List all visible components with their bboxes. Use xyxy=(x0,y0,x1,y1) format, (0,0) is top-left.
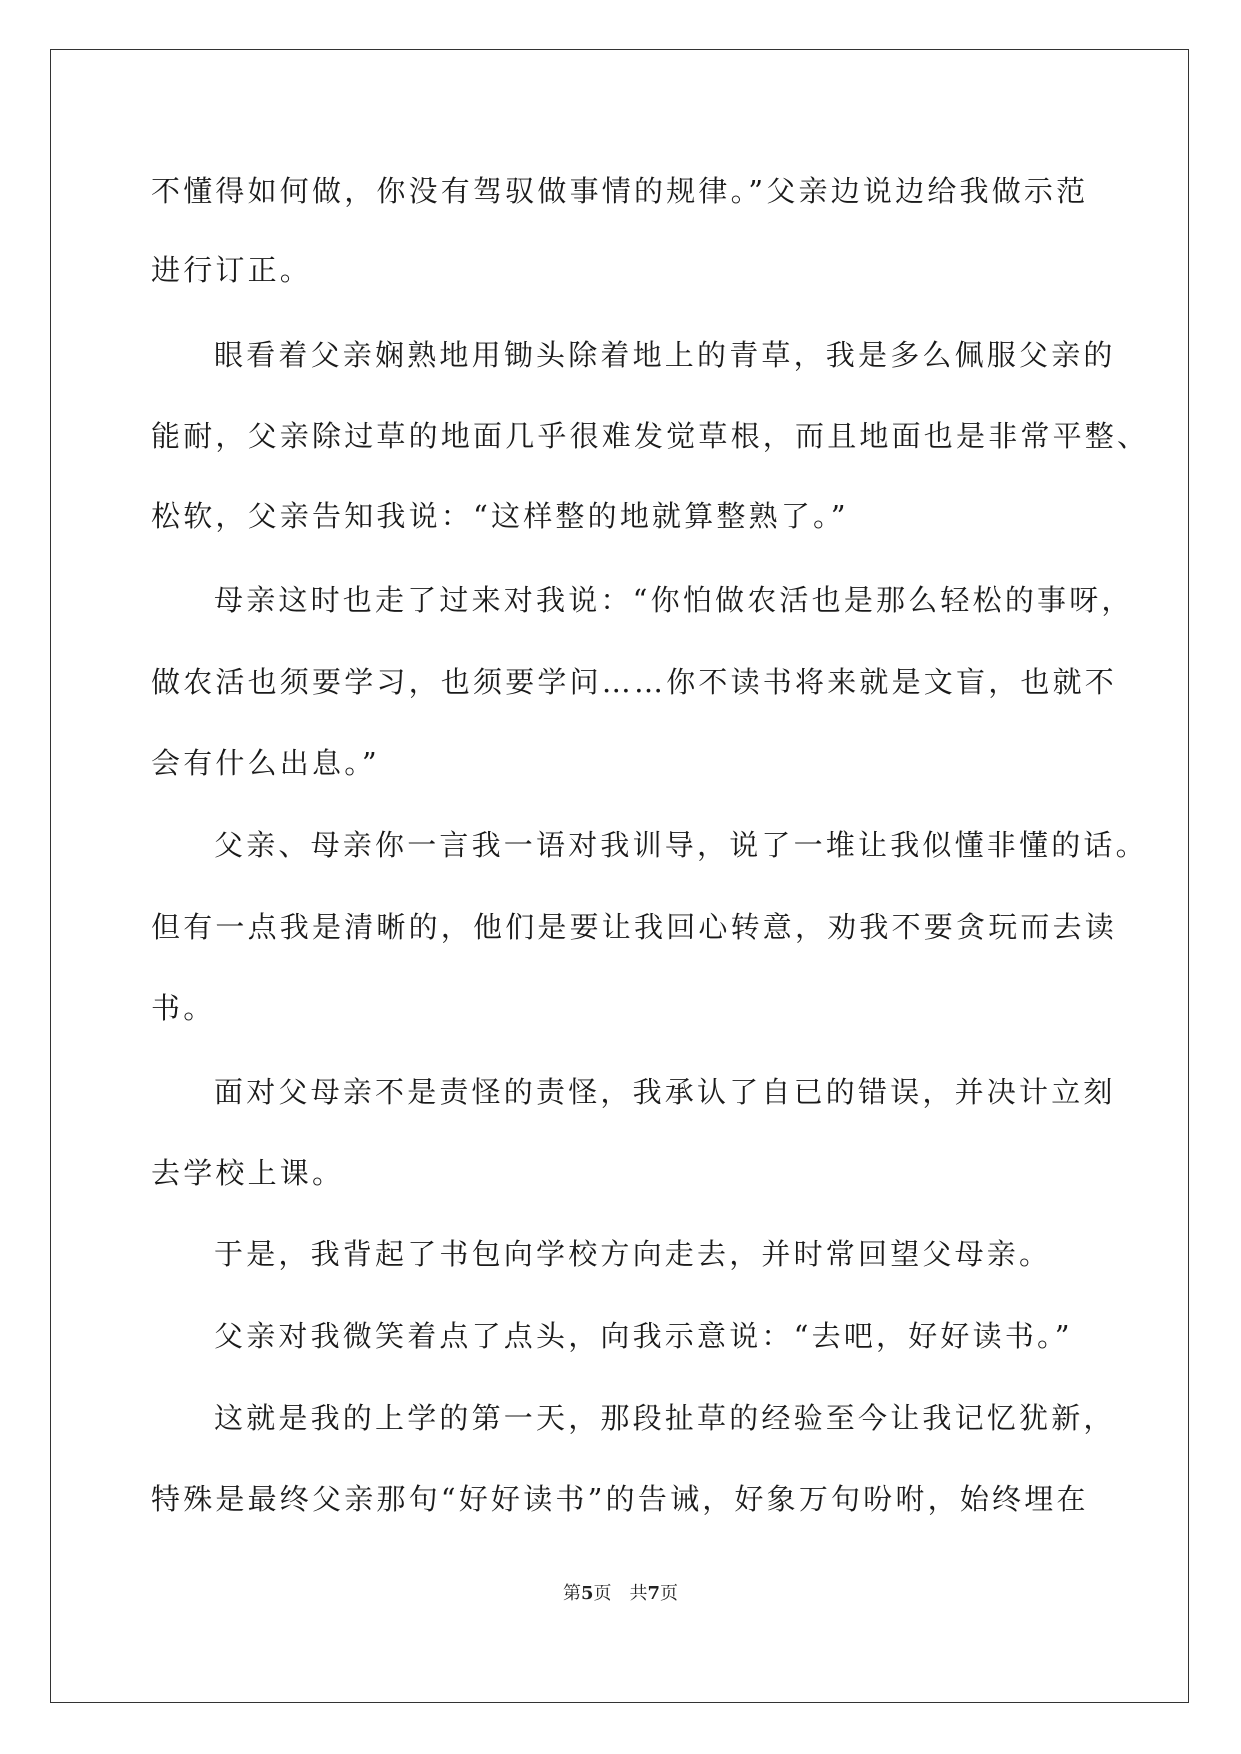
text-line: 面对父母亲不是责怪的责怪，我承认了自已的错误，并决计立刻 xyxy=(214,1075,1116,1109)
text-line: 特殊是最终父亲那句“好好读书”的告诫，好象万句吩咐，始终埋在 xyxy=(151,1482,1089,1516)
text-line: 做农活也须要学习，也须要学问……你不读书将来就是文盲，也就不 xyxy=(151,665,1118,699)
current-page-number: 5 xyxy=(580,1583,594,1604)
text-line: 这就是我的上学的第一天，那段扯草的经验至今让我记忆犹新， xyxy=(214,1401,1116,1435)
page-border xyxy=(50,49,1189,1703)
text-line: 于是，我背起了书包向学校方向走去，并时常回望父母亲。 xyxy=(214,1237,1052,1271)
footer-prefix: 第 xyxy=(562,1583,581,1604)
text-line: 去学校上课。 xyxy=(151,1156,345,1190)
text-line: 会有什么出息。” xyxy=(151,746,380,780)
footer-suffix: 页 xyxy=(660,1583,679,1604)
text-line: 母亲这时也走了过来对我说：“你怕做农活也是那么轻松的事呀， xyxy=(214,583,1134,617)
footer-middle: 页 共 xyxy=(593,1583,648,1604)
text-line: 父亲、母亲你一言我一语对我训导，说了一堆让我似懂非懂的话。 xyxy=(214,828,1148,862)
text-line: 能耐，父亲除过草的地面几乎很难发觉草根，而且地面也是非常平整、 xyxy=(151,419,1150,453)
text-line: 但有一点我是清晰的，他们是要让我回心转意，劝我不要贪玩而去读 xyxy=(151,910,1118,944)
text-line: 父亲对我微笑着点了点头，向我示意说：“去吧，好好读书。” xyxy=(214,1319,1073,1353)
text-line: 不懂得如何做，你没有驾驭做事情的规律。”父亲边说边给我做示范 xyxy=(151,174,1089,208)
text-line: 书。 xyxy=(151,991,216,1025)
text-line: 眼看着父亲娴熟地用锄头除着地上的青草，我是多么佩服父亲的 xyxy=(214,338,1116,372)
text-line: 进行订正。 xyxy=(151,253,313,287)
total-pages-number: 7 xyxy=(647,1583,661,1604)
text-line: 松软，父亲告知我说：“这样整的地就算整熟了。” xyxy=(151,499,849,533)
page-footer xyxy=(0,1582,1241,1606)
